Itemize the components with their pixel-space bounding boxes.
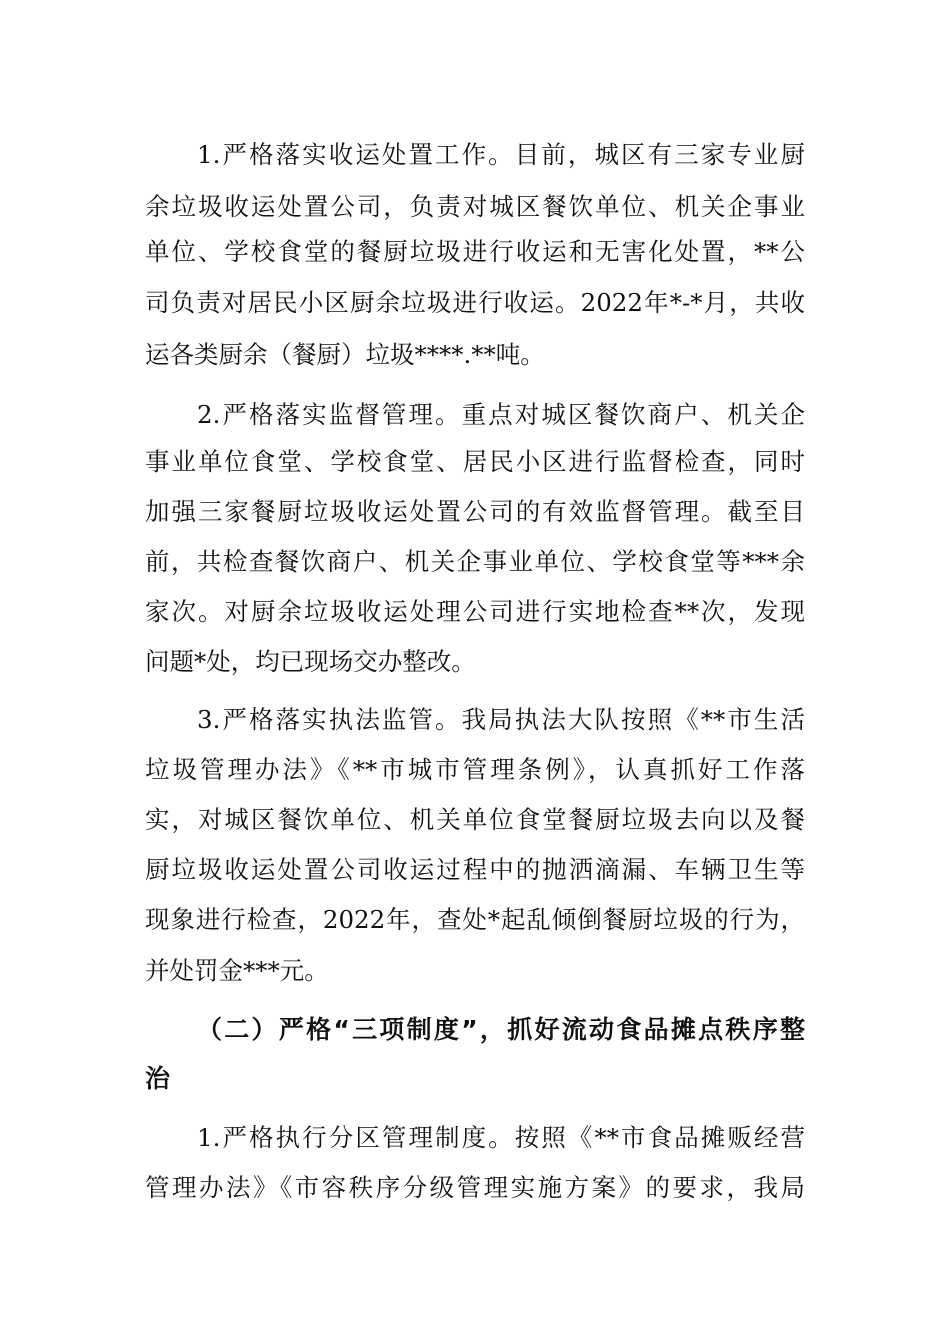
paragraph-2-line-1: 2.严格落实监督管理。重点对城区餐饮商户、机关企 — [197, 400, 805, 429]
paragraph-3-line-6: 并处罚金***元。 — [145, 956, 329, 985]
paragraph-1-line-3: 单位、学校食堂的餐厨垃圾进行收运和无害化处置，**公 — [145, 237, 805, 266]
section-heading-line-2: 治 — [145, 1064, 171, 1093]
paragraph-2-line-2: 事业单位食堂、学校食堂、居民小区进行监督检查，同时 — [145, 447, 805, 476]
paragraph-3-line-4: 厨垃圾收运处置公司收运过程中的抛洒滴漏、车辆卫生等 — [145, 855, 805, 884]
paragraph-2-line-5: 家次。对厨余垃圾收运处理公司进行实地检查**次，发现 — [145, 597, 805, 626]
paragraph-2-line-6: 问题*处，均已现场交办整改。 — [145, 647, 476, 676]
paragraph-1-line-5: 运各类厨余（餐厨）垃圾****.**吨。 — [145, 340, 545, 369]
paragraph-2-line-3: 加强三家餐厨垃圾收运处置公司的有效监督管理。截至目 — [145, 497, 805, 526]
section-heading-line-1: （二）严格“三项制度”，抓好流动食品摊点秩序整 — [197, 1015, 805, 1044]
paragraph-4-line-1: 1.严格执行分区管理制度。按照《**市食品摊贩经营 — [197, 1123, 805, 1152]
paragraph-3-line-5: 现象进行检查，2022年，查处*起乱倾倒餐厨垃圾的行为， — [145, 905, 805, 934]
paragraph-3-line-2: 垃圾管理办法》《**市城市管理条例》，认真抓好工作落 — [145, 755, 805, 784]
paragraph-1-line-1: 1.严格落实收运处置工作。目前，城区有三家专业厨 — [197, 140, 805, 169]
paragraph-2-line-4: 前，共检查餐饮商户、机关企事业单位、学校食堂等***余 — [145, 547, 805, 576]
paragraph-1-line-2: 余垃圾收运处置公司，负责对城区餐饮单位、机关企事业 — [145, 192, 805, 221]
paragraph-4-line-2: 管理办法》《市容秩序分级管理实施方案》的要求，我局 — [145, 1173, 805, 1202]
paragraph-3-line-1: 3.严格落实执法监管。我局执法大队按照《**市生活 — [197, 705, 805, 734]
paragraph-3-line-3: 实，对城区餐饮单位、机关单位食堂餐厨垃圾去向以及餐 — [145, 805, 805, 834]
paragraph-1-line-4: 司负责对居民小区厨余垃圾进行收运。2022年*-*月，共收 — [145, 288, 805, 317]
